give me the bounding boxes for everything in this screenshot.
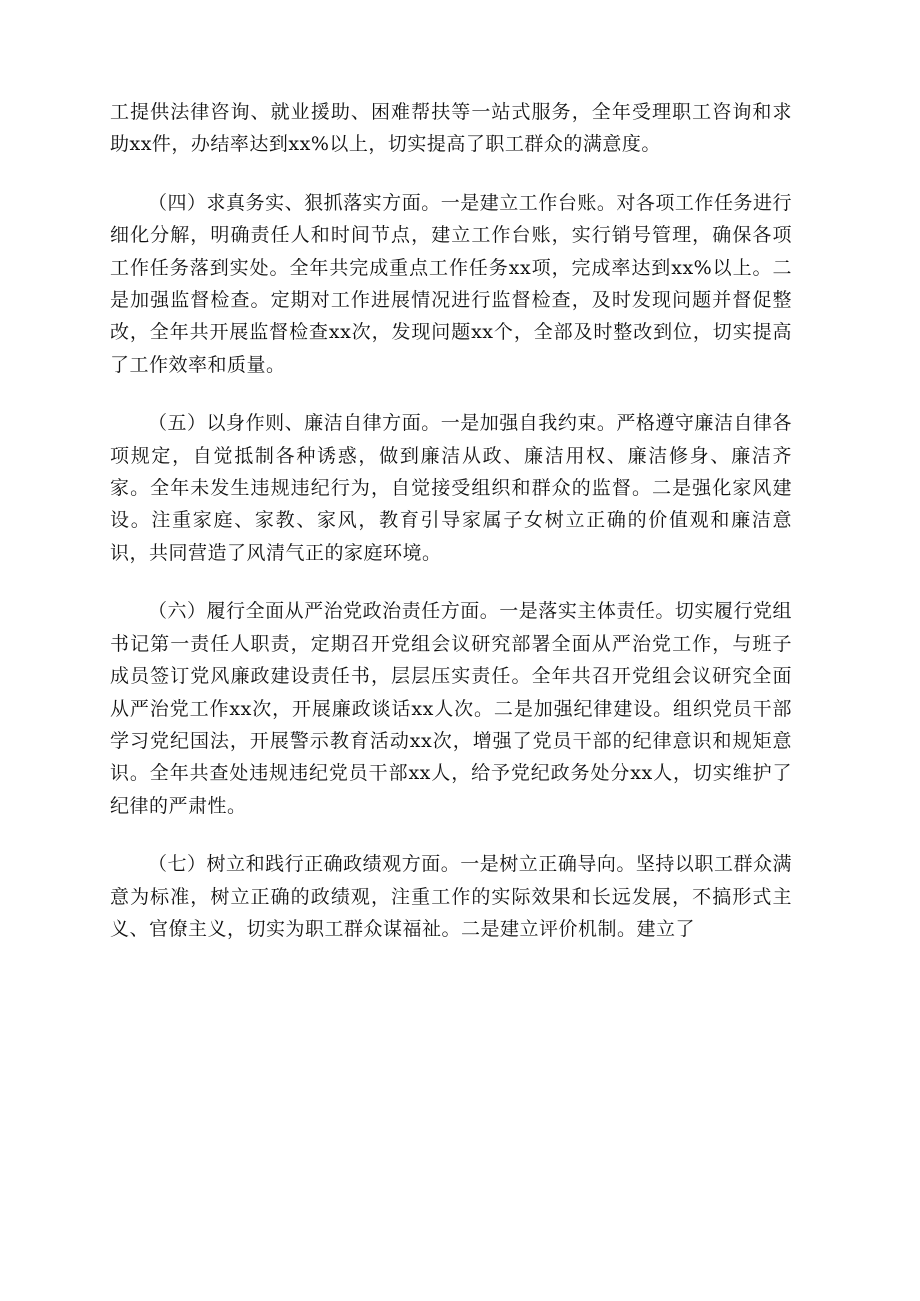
document-body (110, 96, 792, 971)
paragraph-section-6: （六）履行全面从严治党政治责任方面。一是落实主体责任。切实履行党组书记第一责任人职责，定期召开党组会议研究部署全面从严治党工作，与班子成员签订党风廉政建设责任书，层层压实责任。全年共召开党组会议研究全面从严治党工作xx次，开展廉政谈话xx人次。二是加强纪律建设。组织党员干部学习党纪国法，开展警示教育活动xx次，增强了党员干部的纪律意识和规矩意识。全年共查处违规违纪党员干部xx人，给予党纪政务处分xx人，切实维护了纪律的严肃性。 (110, 600, 792, 817)
paragraph-section-4: （四）求真务实、狠抓落实方面。一是建立工作台账。对各项工作任务进行细化分解，明确责任人和时间节点，建立工作台账，实行销号管理，确保各项工作任务落到实处。全年共完成重点工作任务xx项，完成率达到xx%以上。二是加强监督检查。定期对工作进展情况进行监督检查，及时发现问题并督促整改，全年共开展监督检查xx次，发现问题xx个，全部及时整改到位，切实提高了工作效率和质量。 (110, 191, 792, 376)
paragraph-continuation: 工提供法律咨询、就业援助、困难帮扶等一站式服务，全年受理职工咨询和求助xx件，办结率达到xx%以上，切实提高了职工群众的满意度。 (110, 101, 792, 156)
paragraph-section-5: （五）以身作则、廉洁自律方面。一是加强自我约束。严格遵守廉洁自律各项规定，自觉抵制各种诱惑，做到廉洁从政、廉洁用权、廉洁修身、廉洁齐家。全年未发生违规违纪行为，自觉接受组织和群众的监督。二是强化家风建设。注重家庭、家教、家风，教育引导家属子女树立正确的价值观和廉洁意识，共同营造了风清气正的家庭环境。 (110, 412, 792, 564)
paragraph-section-7: （七）树立和践行正确政绩观方面。一是树立正确导向。坚持以职工群众满意为标准，树立正确的政绩观，注重工作的实际效果和长远发展，不搞形式主义、官僚主义，切实为职工群众谋福祉。二是建立评价机制。建立了 (110, 853, 792, 940)
